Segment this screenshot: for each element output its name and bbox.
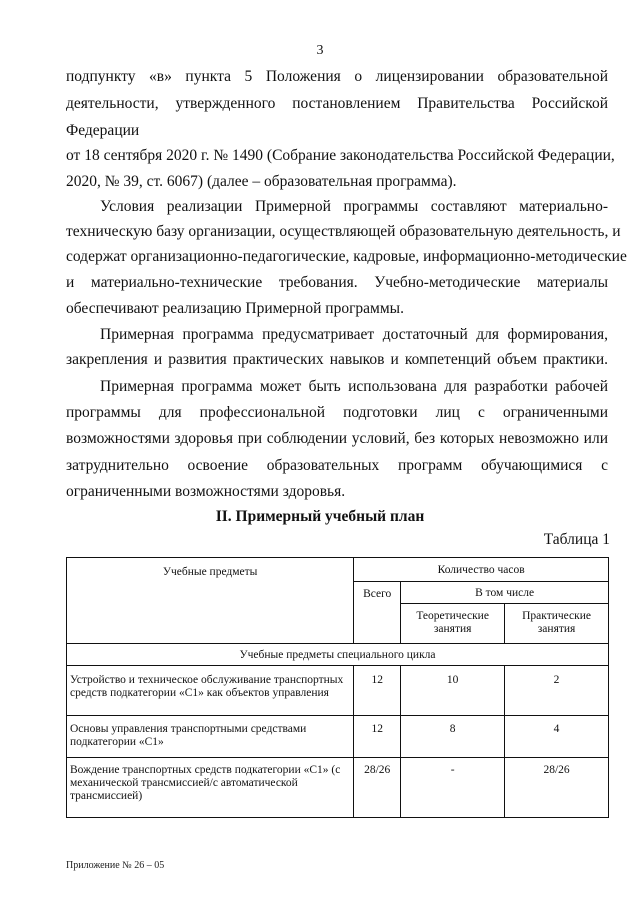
text-line: подпункту «в» пункта 5 Положения о лицензировании образовательной [66,68,608,85]
text-line: закрепления и развития практических навыков и компетенций объем практики. [66,351,608,368]
subject-cell: Вождение транспортных средств подкатегории «C1» (с механической трансмиссией/с автоматической трансмиссией) [67,758,354,818]
practice-cell: 2 [505,666,609,716]
text-line: Примерная программа может быть использована для разработки рабочей [100,378,608,395]
text-line: 2020, № 39, ст. 6067) (далее – образовательная программа). [66,173,457,190]
header-total: Всего [354,582,401,644]
header-subjects: Учебные предметы [67,558,354,644]
text-line: деятельности, утвержденного постановлением Правительства Российской [66,95,608,112]
text-line: содержат организационно-педагогические, кадровые, информационно-методические [66,248,627,265]
text-line: затруднительно освоение образовательных программ обучающимися с [66,457,608,474]
theory-cell: 8 [401,716,505,758]
text-line: ограниченными возможностями здоровья. [66,483,346,500]
text-line: обеспечивают реализацию Примерной программы. [66,300,404,317]
theory-cell: 10 [401,666,505,716]
text-line: возможностями здоровья при соблюдении условий, без которых невозможно или [66,430,608,447]
header-including: В том числе [401,582,609,604]
total-cell: 12 [354,666,401,716]
text-line: от 18 сентября 2020 г. № 1490 (Собрание законодательства Российской Федерации, [66,147,615,164]
header-theory: Теоретические занятия [401,604,505,644]
text-line: Условия реализации Примерной программы составляют материально- [100,198,608,215]
curriculum-table [66,557,609,818]
page-number: 3 [316,43,324,58]
table-row [67,716,609,758]
text-line: Федерации [66,122,140,139]
subject-cell: Основы управления транспортными средствами подкатегории «C1» [67,716,354,758]
practice-cell: 4 [505,716,609,758]
total-cell: 28/26 [354,758,401,818]
text-line: программы для профессиональной подготовки лиц с ограниченными [66,404,608,421]
section-title: II. Примерный учебный план [215,508,425,525]
total-cell: 12 [354,716,401,758]
theory-cell: - [401,758,505,818]
practice-cell: 28/26 [505,758,609,818]
text-line: и материально-технические требования. Учебно-методические материалы [66,274,608,291]
footer-note: Приложение № 26 – 05 [66,860,165,871]
text-line: техническую базу организации, осуществляющей образовательную деятельность, и [66,223,621,240]
table-row [67,666,609,716]
header-hours: Количество часов [354,558,609,582]
header-practice: Практические занятия [505,604,609,644]
table-section-row: Учебные предметы специального цикла [67,644,609,666]
table-caption: Таблица 1 [543,531,610,548]
subject-cell: Устройство и техническое обслуживание транспортных средств подкатегории «C1» как объектов управления [67,666,354,716]
table-row [67,758,609,818]
text-line: Примерная программа предусматривает достаточный для формирования, [100,326,608,343]
